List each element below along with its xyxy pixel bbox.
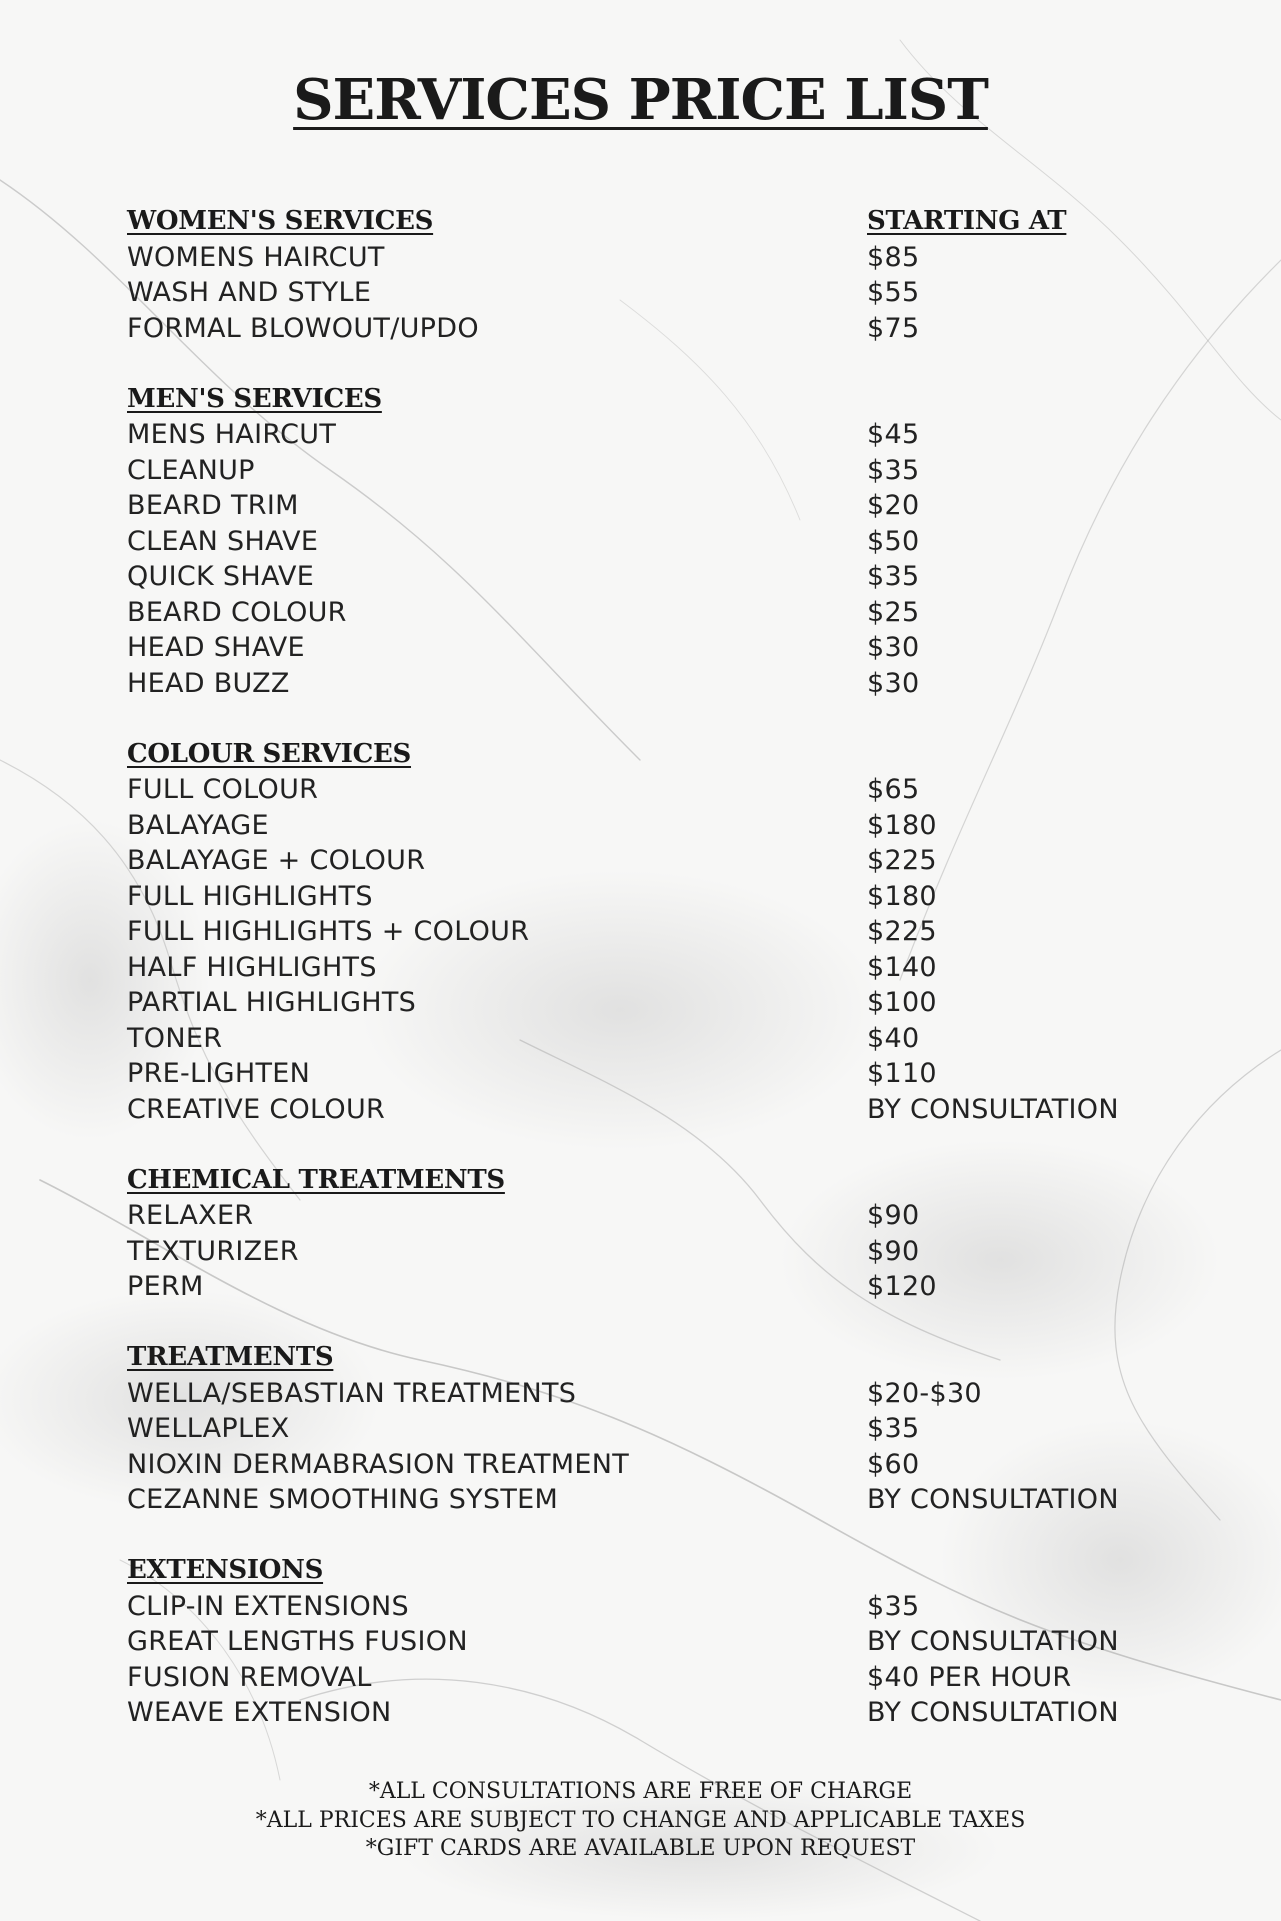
section-heading: WOMEN'S SERVICES xyxy=(127,206,434,236)
service-name: HEAD SHAVE xyxy=(127,632,305,663)
service-row xyxy=(127,772,1187,808)
service-price: $55 xyxy=(867,277,920,308)
service-price: $90 xyxy=(867,1235,920,1267)
service-name: PRE-LIGHTEN xyxy=(127,1058,311,1089)
section-header-row xyxy=(127,1553,1187,1589)
service-price: BY CONSULTATION xyxy=(867,1697,1119,1728)
service-price: BY CONSULTATION xyxy=(867,1093,1119,1125)
service-price: $20-$30 xyxy=(867,1377,982,1409)
section-heading: MEN'S SERVICES xyxy=(127,383,382,414)
section-header-row xyxy=(127,1340,1187,1376)
service-price: $35 xyxy=(867,1590,920,1622)
service-name: WELLA/SEBASTIAN TREATMENTS xyxy=(127,1377,577,1409)
service-row xyxy=(127,1660,1187,1696)
section-header-row xyxy=(127,382,1187,418)
service-name: NIOXIN DERMABRASION TREATMENT xyxy=(127,1448,630,1480)
section-heading: COLOUR SERVICES xyxy=(127,738,412,769)
service-name: WASH AND STYLE xyxy=(127,277,372,308)
service-name: FULL HIGHLIGHTS + COLOUR xyxy=(127,916,530,947)
service-name: BEARD COLOUR xyxy=(127,596,347,628)
service-price: $45 xyxy=(867,419,920,450)
services-list xyxy=(127,204,1187,1766)
service-name: TEXTURIZER xyxy=(127,1235,299,1267)
service-name: PERM xyxy=(127,1271,204,1302)
service-price: $40 PER HOUR xyxy=(867,1661,1072,1693)
service-section xyxy=(127,737,1187,1128)
section-header-row xyxy=(127,204,1187,240)
service-price: $50 xyxy=(867,525,920,557)
service-row xyxy=(127,595,1187,631)
service-name: FULL HIGHLIGHTS xyxy=(127,880,373,912)
service-row xyxy=(127,1589,1187,1625)
service-row xyxy=(127,311,1187,347)
service-name: BEARD TRIM xyxy=(127,490,299,521)
service-price: $110 xyxy=(867,1058,937,1089)
service-name: BALAYAGE + COLOUR xyxy=(127,845,426,876)
service-price: $75 xyxy=(867,312,920,344)
service-row xyxy=(127,1234,1187,1270)
service-row xyxy=(127,275,1187,311)
service-row xyxy=(127,1198,1187,1234)
service-name: WOMENS HAIRCUT xyxy=(127,241,385,273)
footer-note: *ALL CONSULTATIONS ARE FREE OF CHARGE xyxy=(368,1779,913,1804)
service-row xyxy=(127,417,1187,453)
service-price: $35 xyxy=(867,561,920,592)
service-price: $225 xyxy=(867,845,937,876)
service-name: TONER xyxy=(127,1022,223,1054)
service-price: $30 xyxy=(867,667,920,699)
service-name: PARTIAL HIGHLIGHTS xyxy=(127,987,417,1018)
footer-note: *GIFT CARDS ARE AVAILABLE UPON REQUEST xyxy=(365,1836,916,1861)
service-row xyxy=(127,488,1187,524)
service-price: $25 xyxy=(867,596,920,628)
service-price: BY CONSULTATION xyxy=(867,1626,1119,1657)
service-row xyxy=(127,1092,1187,1128)
service-section xyxy=(127,1340,1187,1518)
service-name: WELLAPLEX xyxy=(127,1413,290,1444)
service-name: HEAD BUZZ xyxy=(127,667,290,699)
service-price: $180 xyxy=(867,809,937,841)
service-price: $30 xyxy=(867,632,920,663)
service-price: $90 xyxy=(867,1200,920,1231)
section-header-row xyxy=(127,737,1187,773)
service-price: $40 xyxy=(867,1022,920,1054)
service-section xyxy=(127,382,1187,702)
service-name: CREATIVE COLOUR xyxy=(127,1093,386,1125)
service-row xyxy=(127,1376,1187,1412)
service-price: $85 xyxy=(867,241,920,273)
service-row xyxy=(127,914,1187,950)
service-price: $65 xyxy=(867,774,920,805)
service-name: FORMAL BLOWOUT/UPDO xyxy=(127,312,479,344)
service-name: HALF HIGHLIGHTS xyxy=(127,951,377,983)
footer-note: *ALL PRICES ARE SUBJECT TO CHANGE AND APPLICABLE TAXES xyxy=(255,1807,1026,1833)
service-row xyxy=(127,559,1187,595)
service-section xyxy=(127,1163,1187,1305)
service-name: MENS HAIRCUT xyxy=(127,419,337,450)
service-section xyxy=(127,1553,1187,1731)
service-name: BALAYAGE xyxy=(127,809,269,841)
service-name: QUICK SHAVE xyxy=(127,561,315,592)
service-price: $20 xyxy=(867,490,920,521)
service-row xyxy=(127,524,1187,560)
service-row xyxy=(127,1269,1187,1305)
service-row xyxy=(127,1411,1187,1447)
section-header-row xyxy=(127,1163,1187,1199)
service-name: FULL COLOUR xyxy=(127,774,319,805)
service-price: $120 xyxy=(867,1271,937,1302)
section-heading: TREATMENTS xyxy=(127,1342,334,1372)
service-price: $60 xyxy=(867,1448,920,1480)
service-row xyxy=(127,240,1187,276)
service-row xyxy=(127,1447,1187,1483)
service-price: $100 xyxy=(867,987,937,1018)
service-row xyxy=(127,630,1187,666)
service-name: CLIP-IN EXTENSIONS xyxy=(127,1590,409,1622)
page-title: SERVICES PRICE LIST xyxy=(293,67,988,133)
service-name: CEZANNE SMOOTHING SYSTEM xyxy=(127,1484,559,1515)
service-row xyxy=(127,1695,1187,1731)
service-price: $180 xyxy=(867,880,937,912)
service-row xyxy=(127,950,1187,986)
service-row xyxy=(127,453,1187,489)
service-row xyxy=(127,808,1187,844)
service-name: CLEANUP xyxy=(127,454,255,486)
service-price: $225 xyxy=(867,916,937,947)
service-name: GREAT LENGTHS FUSION xyxy=(127,1626,468,1657)
price-column-header: STARTING AT xyxy=(867,206,1067,236)
service-row xyxy=(127,1482,1187,1518)
service-row xyxy=(127,843,1187,879)
service-name: FUSION REMOVAL xyxy=(127,1661,372,1693)
service-row xyxy=(127,1624,1187,1660)
service-name: RELAXER xyxy=(127,1200,254,1231)
section-heading: EXTENSIONS xyxy=(127,1555,324,1585)
service-row xyxy=(127,879,1187,915)
service-price: BY CONSULTATION xyxy=(867,1484,1119,1515)
service-name: WEAVE EXTENSION xyxy=(127,1697,392,1728)
service-row xyxy=(127,1056,1187,1092)
service-price: $35 xyxy=(867,454,920,486)
service-price: $35 xyxy=(867,1413,920,1444)
service-section xyxy=(127,204,1187,346)
section-heading: CHEMICAL TREATMENTS xyxy=(127,1164,505,1195)
footer-notes xyxy=(0,1778,1281,1864)
service-name: CLEAN SHAVE xyxy=(127,525,319,557)
service-row xyxy=(127,1021,1187,1057)
service-price: $140 xyxy=(867,951,937,983)
service-row xyxy=(127,666,1187,702)
service-row xyxy=(127,985,1187,1021)
